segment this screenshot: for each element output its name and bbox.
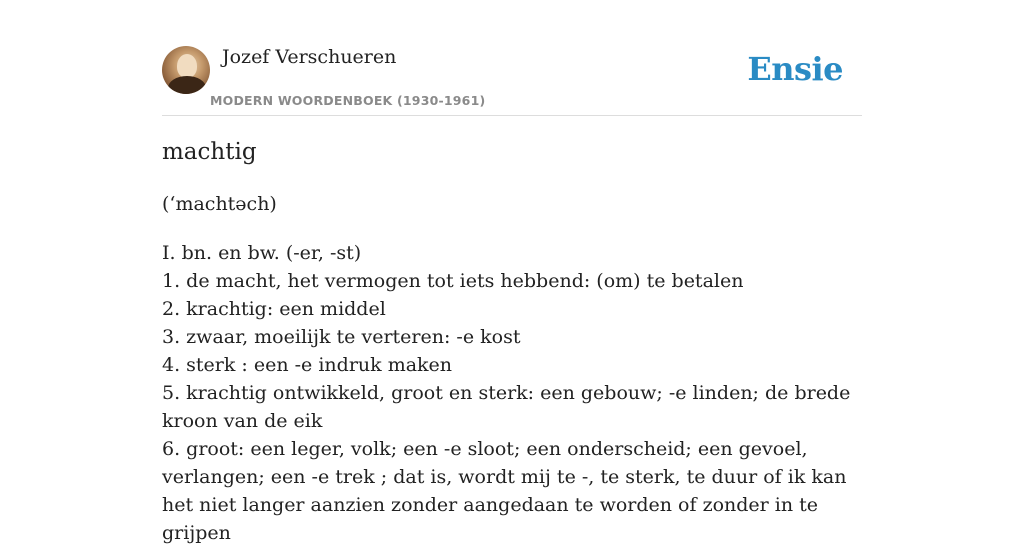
- definition-line: 2. krachtig: een middel: [162, 298, 386, 320]
- avatar-robe: [168, 76, 206, 94]
- page-header: [162, 44, 862, 116]
- definition-line: 6. groot: een leger, volk; een -e sloot; een onderscheid; een gevoel, verlangen; een -e trek ; dat is, wordt mij te -, te sterk, te duur of ik kan het niet langer aanzien zonder aangedaan te worden of zonder in te grijpen: [162, 438, 847, 544]
- definition-line: 3. zwaar, moeilijk te verteren: -e kost: [162, 326, 521, 348]
- definition-line: 5. krachtig ontwikkeld, groot en sterk: een gebouw; -e linden; de brede kroon van de eik: [162, 382, 851, 432]
- ensie-logo[interactable]: Ensie: [747, 50, 843, 88]
- author-name[interactable]: Jozef Verschueren: [222, 46, 397, 68]
- entry-term: machtig: [162, 139, 257, 165]
- entry-pronunciation: (‘machtəch): [162, 193, 277, 215]
- entry-definitions: [162, 239, 864, 547]
- source-label[interactable]: MODERN WOORDENBOEK (1930-1961): [210, 93, 486, 108]
- definition-line: 4. sterk : een -e indruk maken: [162, 354, 453, 376]
- author-avatar[interactable]: [162, 46, 210, 94]
- header-divider: [162, 115, 862, 116]
- definition-line: I. bn. en bw. (-er, -st): [162, 242, 362, 264]
- definition-line: 1. de macht, het vermogen tot iets hebbend: (om) te betalen: [162, 270, 744, 292]
- avatar-face: [177, 54, 197, 78]
